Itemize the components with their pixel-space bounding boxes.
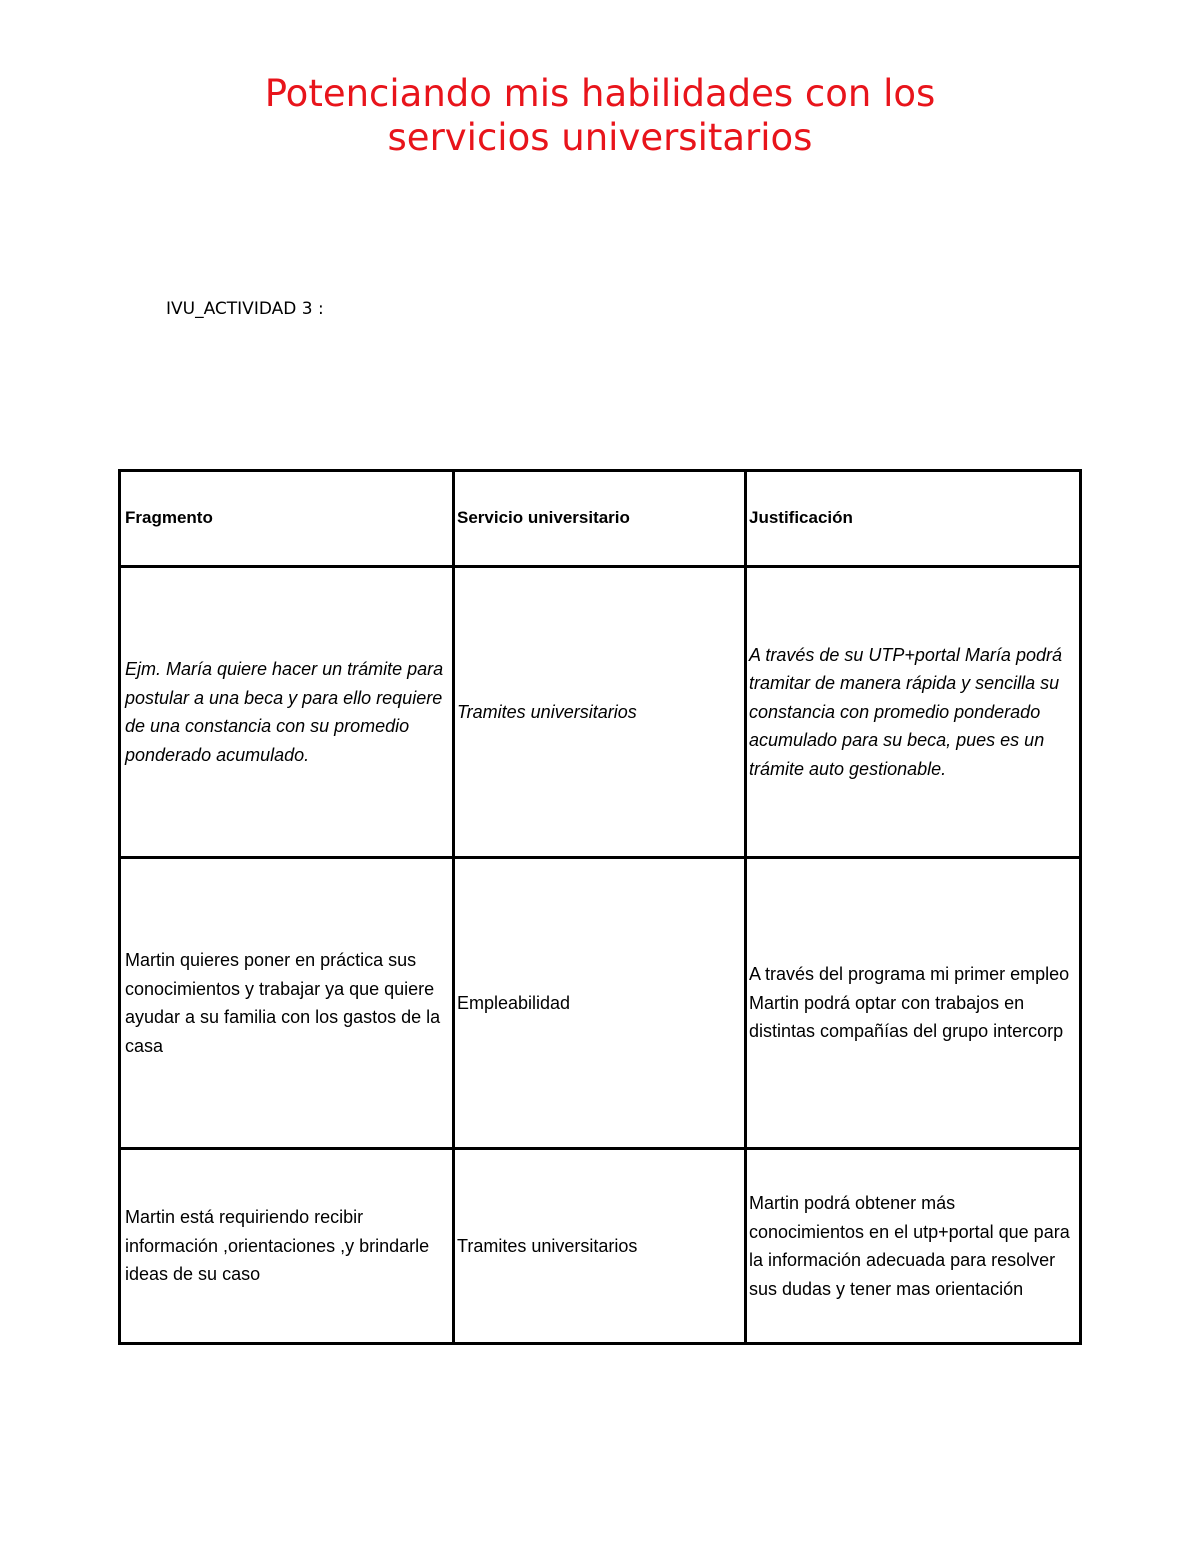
row-1-justification: A través de su UTP+portal María podrá tramitar de manera rápida y sencilla su constancia con promedio ponderado acumulado para su beca, pues es un trámite auto gestionable. — [746, 567, 1081, 858]
services-table — [118, 469, 1082, 1345]
row-2-service: Empleabilidad — [454, 858, 746, 1149]
header-servicio-universitario: Servicio universitario — [454, 471, 746, 567]
table-row — [120, 567, 1081, 858]
row-2-fragment: Martin quieres poner en práctica sus conocimientos y trabajar ya que quiere ayudar a su familia con los gastos de la casa — [120, 858, 454, 1149]
document-title — [0, 72, 1200, 160]
document-title-line-1: Potenciando mis habilidades con los — [264, 72, 936, 115]
document-title-line-2: servicios universitarios — [387, 116, 813, 159]
table-header-row — [120, 471, 1081, 567]
row-3-justification: Martin podrá obtener más conocimientos en el utp+portal que para la información adecuada para resolver sus dudas y tener mas orientación — [746, 1149, 1081, 1344]
header-fragmento: Fragmento — [120, 471, 454, 567]
row-2-justification: A través del programa mi primer empleo Martin podrá optar con trabajos en distintas compañías del grupo intercorp — [746, 858, 1081, 1149]
header-justificacion: Justificación — [746, 471, 1081, 567]
row-3-service: Tramites universitarios — [454, 1149, 746, 1344]
table-row — [120, 1149, 1081, 1344]
table-row — [120, 858, 1081, 1149]
row-1-service: Tramites universitarios — [454, 567, 746, 858]
activity-label: IVU_ACTIVIDAD 3 : — [166, 299, 324, 319]
row-1-fragment: Ejm. María quiere hacer un trámite para postular a una beca y para ello requiere de una constancia con su promedio ponderado acumulado. — [120, 567, 454, 858]
row-3-fragment: Martin está requiriendo recibir información ,orientaciones ,y brindarle ideas de su caso — [120, 1149, 454, 1344]
